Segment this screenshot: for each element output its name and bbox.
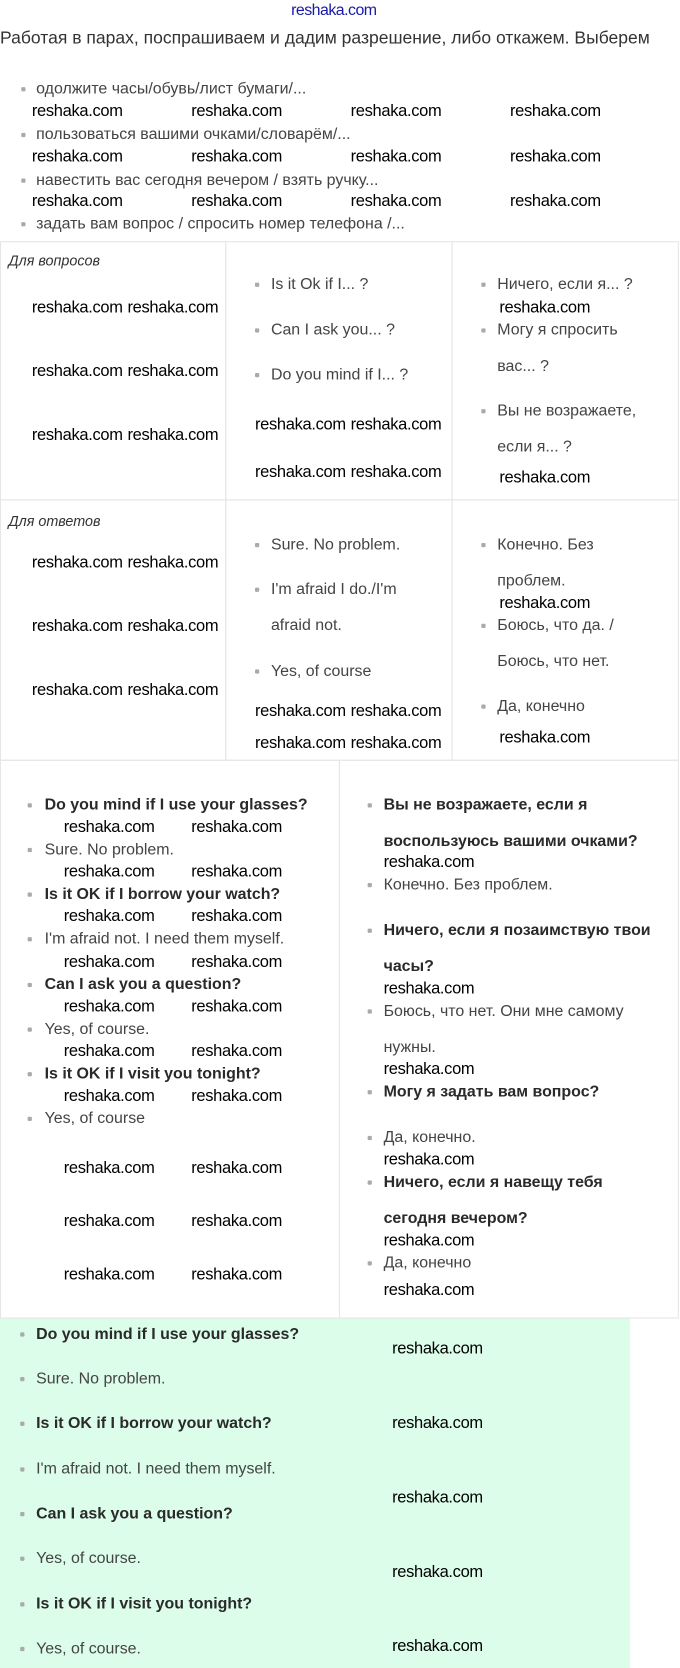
bullet-icon: [28, 937, 32, 941]
list-item: Sure. No problem.: [270, 535, 401, 554]
watermark: reshaka.com: [63, 1086, 155, 1105]
bullet-icon: [481, 543, 485, 547]
list-item: Yes, of course.: [44, 1020, 150, 1039]
watermark: reshaka.com: [31, 192, 123, 211]
bullet-icon: [368, 1009, 372, 1013]
bullet-icon: [368, 1136, 372, 1140]
list-item: I'm afraid not. I need them myself.: [44, 929, 285, 948]
list-item: Ничего, если я... ?: [497, 275, 633, 294]
list-item: Боюсь, что нет. Они мне самому нужны.: [383, 1001, 624, 1057]
list-item: Sure. No problem.: [36, 1369, 166, 1388]
watermark: reshaka.com: [383, 979, 475, 998]
watermark: reshaka.com: [63, 1265, 155, 1284]
list-item: Конечно. Без проблем.: [497, 535, 594, 590]
list-item: Is it OK if I visit you tonight?: [44, 1064, 261, 1083]
list-item: Is it OK if I visit you tonight?: [36, 1594, 253, 1613]
watermark: reshaka.com: [127, 617, 219, 636]
list-item: I'm afraid not. I need them myself.: [36, 1459, 276, 1478]
bullet-icon: [481, 409, 485, 413]
watermark: reshaka.com: [510, 147, 601, 166]
bullet-icon: [28, 848, 32, 852]
bullet-icon: [255, 543, 259, 547]
list-item: Sure. No problem.: [44, 840, 174, 859]
watermark: reshaka.com: [350, 102, 442, 121]
watermark: reshaka.com: [63, 953, 155, 972]
list-item: Да, конечно: [383, 1253, 472, 1272]
watermark: reshaka.com: [383, 1060, 475, 1079]
watermark: reshaka.com: [31, 298, 123, 317]
watermark: reshaka.com: [191, 102, 283, 121]
watermark: reshaka.com: [127, 426, 219, 445]
list-item: Да, конечно: [497, 697, 585, 716]
bullet-icon: [20, 1602, 24, 1606]
answers-label: Для ответов: [8, 513, 101, 530]
list-item: Do you mind if I... ?: [270, 365, 409, 384]
questions-label: Для вопросов: [8, 252, 100, 269]
watermark: reshaka.com: [255, 702, 346, 721]
watermark: reshaka.com: [191, 862, 283, 881]
list-item: Yes, of course.: [36, 1639, 141, 1658]
watermark: reshaka.com: [31, 553, 123, 572]
watermark: reshaka.com: [350, 192, 442, 211]
page-title: Работая в парах, поспрашиваем и дадим разрешение, либо откажем. Выберем: [0, 28, 650, 48]
bullet-icon: [21, 133, 25, 137]
list-item: Can I ask you a question?: [44, 975, 242, 994]
watermark: reshaka.com: [350, 147, 442, 166]
watermark: reshaka.com: [255, 463, 346, 482]
watermark: reshaka.com: [191, 1042, 283, 1061]
bullet-icon: [20, 1512, 24, 1516]
list-item: Is it OK if I borrow your watch?: [44, 885, 281, 904]
watermark: reshaka.com: [383, 1150, 475, 1169]
watermark: reshaka.com: [191, 997, 283, 1016]
bullet-icon: [28, 1027, 32, 1031]
watermark: reshaka.com: [63, 862, 155, 881]
watermark: reshaka.com: [392, 1637, 483, 1656]
list-item: Is it Ok if I... ?: [270, 275, 369, 294]
list-item: одолжите часы/обувь/лист бумаги/...: [36, 79, 307, 98]
bullet-icon: [481, 328, 485, 332]
watermark: reshaka.com: [350, 463, 442, 482]
watermark: reshaka.com: [31, 617, 123, 636]
bullet-icon: [255, 328, 259, 332]
bullet-icon: [21, 222, 25, 226]
watermark: reshaka.com: [31, 426, 123, 445]
bullet-icon: [28, 1117, 32, 1121]
watermark: reshaka.com: [255, 415, 346, 434]
bullet-icon: [20, 1647, 24, 1651]
list-item: Боюсь, что да. / Боюсь, что нет.: [497, 616, 614, 671]
watermark: reshaka.com: [392, 1414, 483, 1433]
list-item: Do you mind if I use your glasses?: [36, 1324, 300, 1343]
list-item: Могу я спросить вас... ?: [497, 320, 618, 376]
watermark: reshaka.com: [191, 1212, 283, 1231]
bullet-icon: [20, 1332, 24, 1336]
watermark: reshaka.com: [127, 298, 219, 317]
bullet-icon: [368, 929, 372, 933]
list-item: задать вам вопрос / спросить номер телефона /...: [36, 214, 405, 233]
watermark: reshaka.com: [191, 1086, 283, 1105]
watermark: reshaka.com: [31, 681, 123, 700]
bullet-icon: [255, 669, 259, 673]
watermark: reshaka.com: [63, 997, 155, 1016]
watermark: reshaka.com: [383, 1231, 475, 1250]
list-item: Yes, of course: [270, 661, 372, 680]
bullet-icon: [28, 983, 32, 987]
watermark: reshaka.com: [191, 147, 283, 166]
list-item: Да, конечно.: [383, 1128, 476, 1147]
watermark: reshaka.com: [499, 468, 591, 487]
watermark: reshaka.com: [127, 362, 219, 381]
list-item: Can I ask you... ?: [270, 320, 395, 339]
bullet-icon: [21, 87, 25, 91]
watermark: reshaka.com: [499, 728, 591, 747]
watermark: reshaka.com: [31, 362, 123, 381]
bullet-icon: [481, 624, 485, 628]
bullet-icon: [255, 283, 259, 287]
bullet-icon: [368, 1090, 372, 1094]
bullet-icon: [255, 373, 259, 377]
watermark: reshaka.com: [255, 734, 346, 753]
bullet-icon: [21, 179, 25, 183]
watermark: reshaka.com: [191, 907, 283, 926]
bullet-icon: [20, 1377, 24, 1381]
list-item: навестить вас сегодня вечером / взять ручку...: [36, 171, 379, 190]
bullet-icon: [28, 803, 32, 807]
watermark: reshaka.com: [350, 734, 442, 753]
watermark: reshaka.com: [31, 102, 123, 121]
watermark: reshaka.com: [191, 192, 283, 211]
bullet-icon: [20, 1422, 24, 1426]
watermark: reshaka.com: [499, 298, 591, 317]
list-item: пользоваться вашими очками/словарём/...: [36, 125, 351, 144]
watermark: reshaka.com: [191, 818, 283, 837]
list-item: I'm afraid I do./I'm afraid not.: [270, 580, 397, 635]
list-item: Is it OK if I borrow your watch?: [36, 1414, 272, 1433]
watermark: reshaka.com: [63, 818, 155, 837]
bullet-icon: [481, 283, 485, 287]
list-item: Can I ask you a question?: [36, 1504, 233, 1523]
list-item: Do you mind if I use your glasses?: [44, 795, 308, 814]
watermark: reshaka.com: [350, 415, 442, 434]
list-item: Могу я задать вам вопрос?: [383, 1082, 600, 1101]
list-item: Ничего, если я навещу тебя сегодня вечером?: [383, 1173, 603, 1228]
list-item: Вы не возражаете, если я воспользуюсь вашими очками?: [383, 795, 638, 850]
list-item: Ничего, если я позаимствую твои часы?: [383, 921, 651, 976]
list-item: Вы не возражаете, если я... ?: [497, 401, 637, 456]
watermark: reshaka.com: [63, 1042, 155, 1061]
watermark: reshaka.com: [392, 1562, 483, 1581]
bullet-icon: [481, 704, 485, 708]
watermark: reshaka.com: [499, 593, 591, 612]
watermark: reshaka.com: [63, 907, 155, 926]
bullet-icon: [28, 893, 32, 897]
watermark: reshaka.com: [127, 681, 219, 700]
watermark: reshaka.com: [392, 1488, 483, 1507]
bullet-icon: [368, 1261, 372, 1265]
watermark: reshaka.com: [191, 1265, 283, 1284]
bullet-icon: [368, 803, 372, 807]
bullet-icon: [368, 883, 372, 887]
watermark: reshaka.com: [127, 553, 219, 572]
watermark: reshaka.com: [510, 192, 601, 211]
watermark: reshaka.com: [392, 1339, 483, 1358]
bullet-icon: [20, 1557, 24, 1561]
list-item: Yes, of course: [44, 1109, 146, 1128]
watermark: reshaka.com: [383, 853, 475, 872]
bullet-icon: [255, 588, 259, 592]
watermark: reshaka.com: [350, 702, 442, 721]
bullet-icon: [20, 1467, 24, 1471]
bullet-icon: [368, 1180, 372, 1184]
list-item: Yes, of course.: [36, 1549, 141, 1568]
watermark: reshaka.com: [63, 1159, 155, 1178]
watermark: reshaka.com: [191, 1159, 283, 1178]
bullet-icon: [28, 1072, 32, 1076]
watermark: reshaka.com: [63, 1212, 155, 1231]
watermark: reshaka.com: [510, 102, 601, 121]
watermark: reshaka.com: [31, 147, 123, 166]
watermark: reshaka.com: [191, 953, 283, 972]
watermark: reshaka.com: [383, 1281, 475, 1300]
list-item: Конечно. Без проблем.: [383, 875, 553, 894]
site-link[interactable]: reshaka.com: [291, 1, 377, 20]
